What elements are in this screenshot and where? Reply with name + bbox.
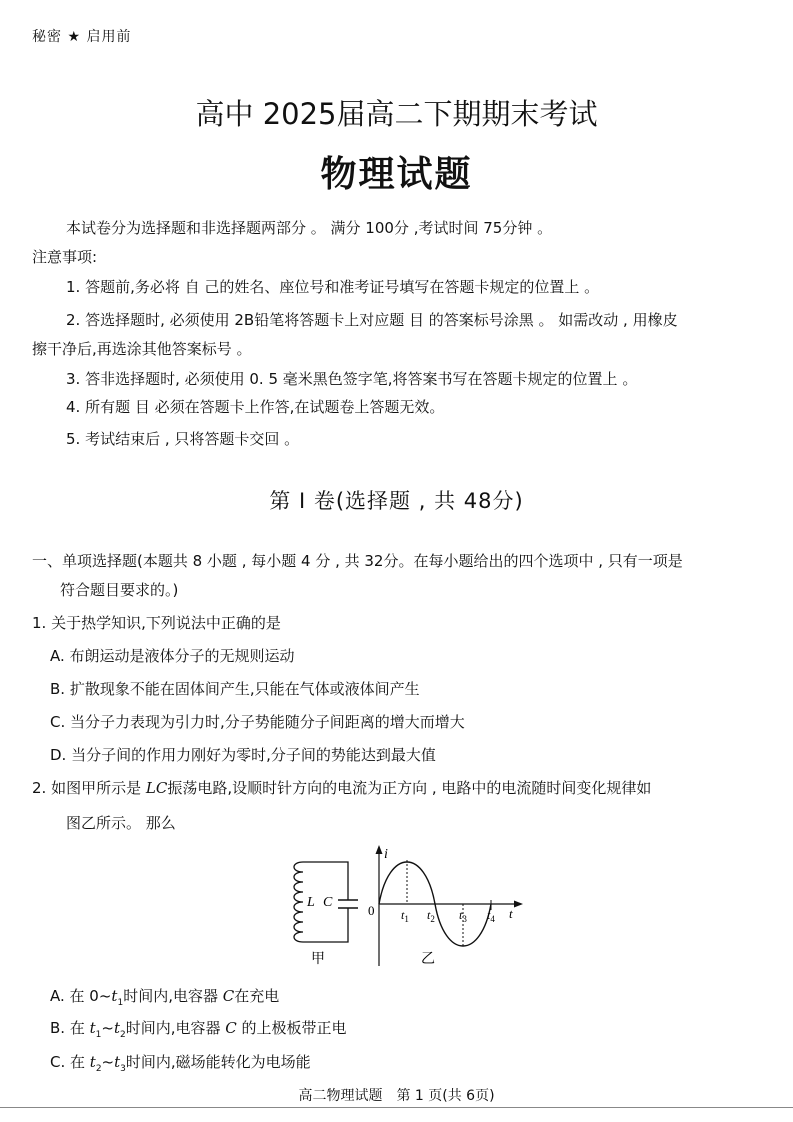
subject-title: 物理试题	[320, 154, 473, 195]
q2-stem-prefix: 2. 如图甲所示是	[32, 779, 146, 797]
notice-item-2: 2. 答选择题时, 必须使用 2B铅笔将答题卡上对应题 目 的答案标号涂黑 。 如需改动 , 用橡皮	[66, 311, 678, 329]
notice-item-1: 1. 答题前,务必将 自 己的姓名、座位号和准考证号填写在答题卡规定的位置上 。	[66, 278, 600, 296]
q1-option-d: D. 当分子间的作用力刚好为零时,分子间的势能达到最大值	[50, 746, 436, 764]
section-title: 第 Ⅰ 卷(选择题 , 共 48分)	[269, 489, 524, 513]
intro-text: 本试卷分为选择题和非选择题两部分 。 满分 100分 ,考试时间 75分钟 。	[66, 219, 553, 237]
current-time-graph	[376, 845, 524, 966]
inductor-label: L	[307, 895, 315, 910]
q2-option-a: A. 在 $0\sim t_1$时间内,电容器 C在充电	[50, 987, 280, 1008]
q1-option-a: A. 布朗运动是液体分子的无规则运动	[50, 647, 295, 665]
q2-option-c: C. 在 $t_2\sim t_3$时间内,磁场能转化为电场能	[50, 1053, 311, 1074]
part1-heading-cont: 符合题目要求的。)	[60, 581, 179, 599]
footer-divider	[0, 1107, 793, 1108]
notice-item-5: 5. 考试结束后 , 只将答题卡交回 。	[66, 430, 300, 448]
q2-stem-cont: 图乙所示。 那么	[66, 814, 176, 832]
q1-option-c: C. 当分子力表现为引力时,分子势能随分子间距离的增大而增大	[50, 713, 465, 731]
inductor-coil	[294, 862, 303, 942]
figure-label-jia: 甲	[311, 952, 325, 967]
q2-option-b: B. 在 $t_1\sim t_2$时间内,电容器 C 的上极板带正电	[50, 1019, 347, 1040]
exam-title: 高中 2025届高二下期期末考试	[195, 97, 598, 131]
tick-t1: $t_1$	[401, 908, 409, 924]
i-axis-arrow	[376, 845, 383, 854]
page-footer: 高二物理试题 第 1 页(共 6页)	[298, 1088, 495, 1104]
capacitor-label: C	[323, 895, 333, 910]
axis-t-label: t	[509, 906, 513, 921]
lc-circuit-figure	[285, 842, 530, 970]
part1-heading: 一、单项选择题(本题共 8 小题 , 每小题 4 分 , 共 32分。在每小题给出的四个选项中 , 只有一项是	[32, 552, 683, 570]
notice-item-4: 4. 所有题 目 必须在答题卡上作答,在试题卷上答题无效。	[66, 398, 445, 416]
q1-option-b: B. 扩散现象不能在固体间产生,只能在气体或液体间产生	[50, 680, 420, 698]
q1-stem: 1. 关于热学知识,下列说法中正确的是	[32, 614, 281, 632]
origin-label: 0	[368, 903, 375, 918]
figure-label-yi: 乙	[421, 952, 435, 967]
notice-item-3: 3. 答非选择题时, 必须使用 0. 5 毫米黑色签字笔,将答案书写在答题卡规定的位置上 。	[66, 370, 638, 388]
axis-i-label: i	[384, 847, 388, 862]
notice-item-2-cont: 擦干净后,再选涂其他答案标号 。	[32, 340, 252, 358]
tick-t3: $t_3$	[459, 908, 467, 924]
tick-t4: $t_4$	[487, 908, 495, 924]
notice-heading: 注意事项:	[32, 248, 98, 266]
tick-t2: $t_2$	[427, 908, 435, 924]
q2-stem-rest: 振荡电路,设顺时针方向的电流为正方向 , 电路中的电流随时间变化规律如	[167, 779, 652, 797]
q2-stem-lc: LC	[145, 779, 168, 797]
secret-mark: 秘密 ★ 启用前	[32, 29, 132, 45]
q2-stem	[32, 778, 651, 798]
t-axis-arrow	[514, 901, 523, 908]
